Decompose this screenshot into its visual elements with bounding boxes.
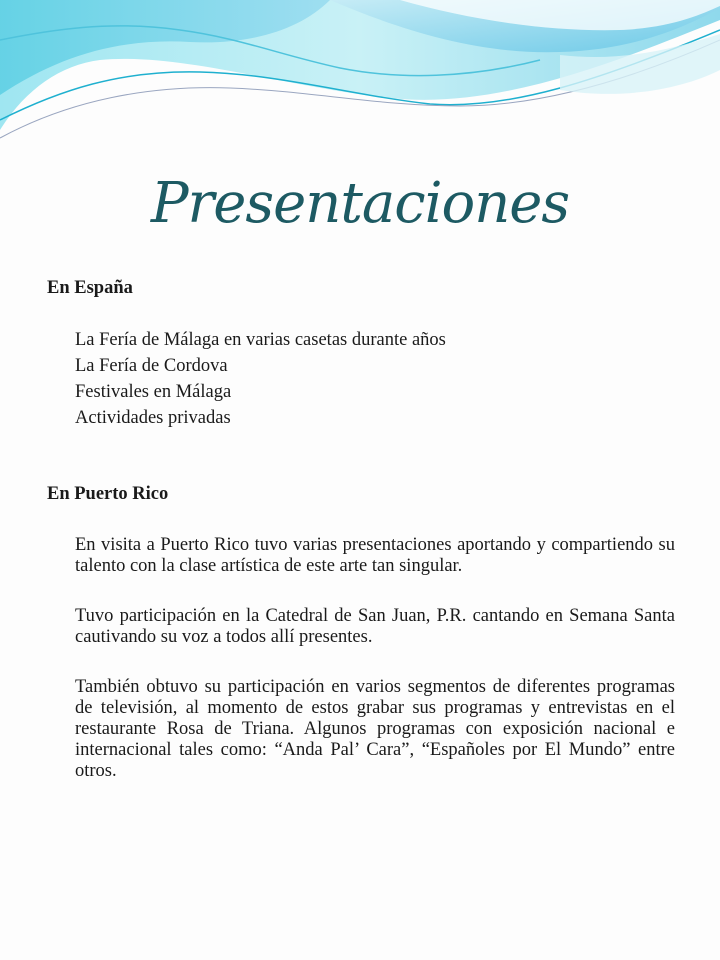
list-item: La Fería de Cordova	[75, 356, 228, 376]
list-item: Actividades privadas	[75, 408, 231, 428]
header-wave-decoration	[0, 0, 720, 160]
section-spain	[47, 277, 675, 431]
paragraph: En visita a Puerto Rico tuvo varias presentaciones aportando y compartiendo su talento con la clase artística de este arte tan singular.	[75, 535, 675, 576]
slide-body	[47, 277, 675, 782]
list-item: La Fería de Málaga en varias casetas durante años	[75, 330, 446, 350]
section-puerto-rico	[47, 483, 675, 782]
section-heading: En España	[47, 278, 133, 298]
section-heading: En Puerto Rico	[47, 484, 169, 504]
slide-title: Presentaciones	[150, 171, 570, 236]
paragraph: Tuvo participación en la Catedral de San Juan, P.R. cantando en Semana Santa cautivando su voz a todos allí presentes.	[75, 606, 675, 647]
list-item: Festivales en Málaga	[75, 382, 232, 402]
spain-events-list	[47, 327, 675, 431]
paragraph: También obtuvo su participación en varios segmentos de diferentes programas de televisión, al momento de estos grabar sus programas y entrevistas en el restaurante Rosa de Triana. Algunos programas con exposición nacional e internacional tales como: “Anda Pal’ Cara”, “Españoles por El Mundo” entre otros.	[75, 677, 675, 781]
